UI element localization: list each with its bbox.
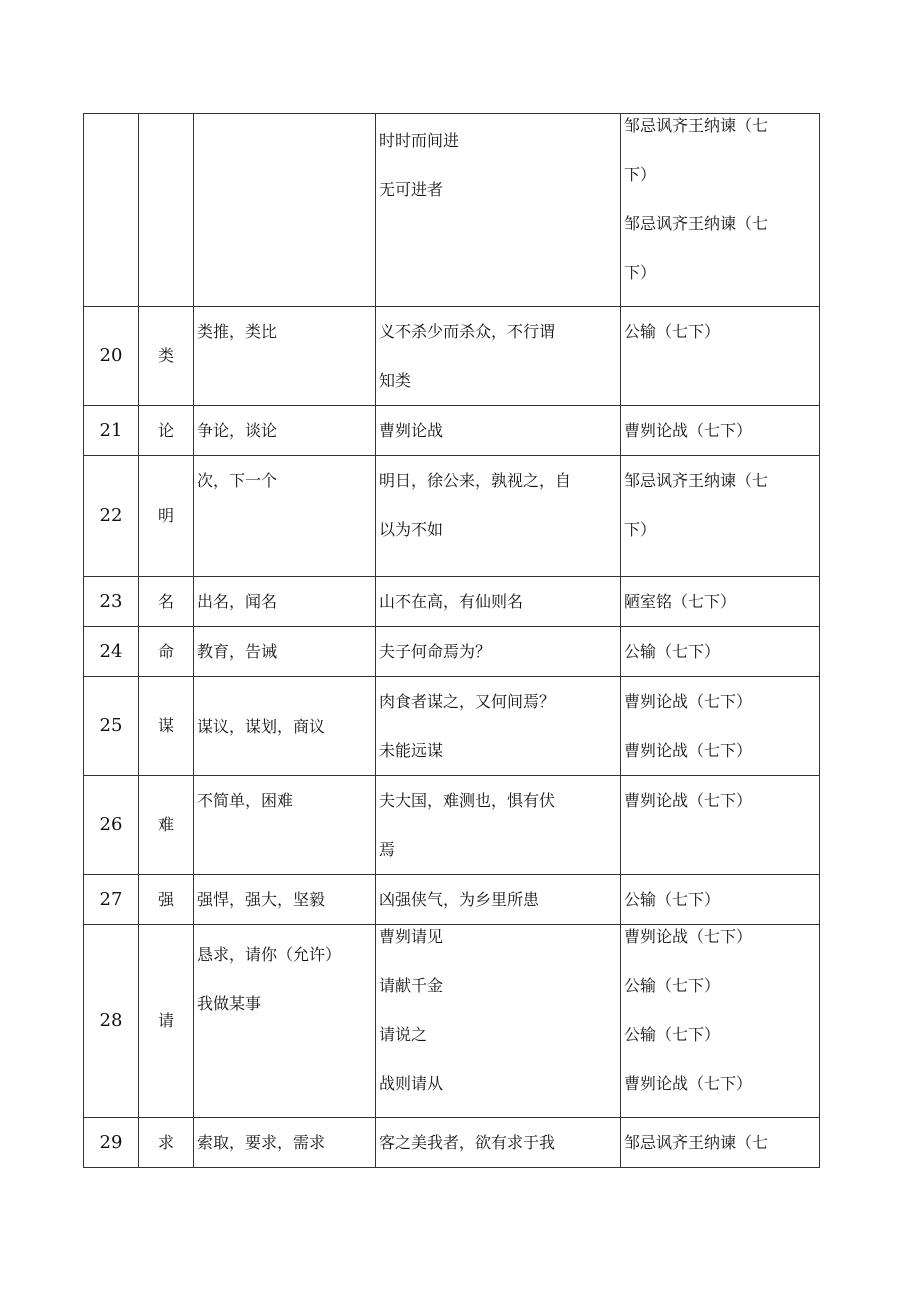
row-sources [621,114,820,307]
meaning-line: 不简单，困难 [197,791,294,810]
example-line: 明日，徐公来，孰视之，自 [379,471,572,490]
row-sources [621,456,820,577]
source-line: 公输（七下） [624,1025,721,1044]
row-character: 难 [139,776,194,875]
row-meaning [194,1118,376,1168]
row-meaning [194,456,376,577]
row-examples [376,456,621,577]
row-sources [621,677,820,776]
row-number: 26 [84,776,139,875]
example-line: 客之美我者，欲有求于我 [379,1133,556,1152]
table-row [84,627,820,677]
source-line: 公输（七下） [624,642,721,661]
example-line: 战则请从 [379,1074,444,1093]
example-line: 肉食者谋之，又何间焉？ [379,692,556,711]
row-number: 23 [84,577,139,627]
row-sources [621,875,820,925]
example-line: 请说之 [379,1025,428,1044]
row-meaning [194,627,376,677]
row-meaning [194,875,376,925]
row-number: 22 [84,456,139,577]
row-sources [621,1118,820,1168]
row-character: 请 [139,925,194,1118]
row-meaning [194,925,376,1118]
row-character [139,114,194,307]
row-examples [376,577,621,627]
row-examples [376,925,621,1118]
meaning-line: 强悍，强大，坚毅 [197,890,326,909]
source-line: 公输（七下） [624,976,721,995]
example-line: 时时而间进 [379,131,460,150]
meaning-line: 次，下一个 [197,471,278,490]
source-line: 曹刿论战（七下） [624,421,753,440]
meaning-line: 我做某事 [197,994,262,1013]
row-meaning [194,677,376,776]
row-meaning [194,406,376,456]
example-line: 未能远谋 [379,741,444,760]
table-row [84,406,820,456]
source-line: 邹忌讽齐王纳谏（七 [624,471,769,490]
row-sources [621,776,820,875]
row-character: 强 [139,875,194,925]
row-number: 21 [84,406,139,456]
meaning-line: 恳求，请你（允许） [197,945,342,964]
row-character: 论 [139,406,194,456]
row-character: 求 [139,1118,194,1168]
row-sources [621,577,820,627]
row-number: 24 [84,627,139,677]
row-character: 命 [139,627,194,677]
table-row [84,307,820,406]
row-character: 谋 [139,677,194,776]
row-examples [376,627,621,677]
row-meaning [194,776,376,875]
row-sources [621,925,820,1118]
example-line: 曹刿请见 [379,927,444,946]
row-number: 29 [84,1118,139,1168]
row-number: 27 [84,875,139,925]
row-sources [621,406,820,456]
source-line: 陋室铭（七下） [624,592,737,611]
row-sources [621,307,820,406]
row-number: 28 [84,925,139,1118]
source-line: 曹刿论战（七下） [624,927,753,946]
source-line: 公输（七下） [624,890,721,909]
table-row [84,925,820,1118]
row-sources [621,627,820,677]
row-meaning [194,114,376,307]
meaning-line: 索取，要求，需求 [197,1133,326,1152]
table-row [84,577,820,627]
row-examples [376,875,621,925]
row-examples [376,406,621,456]
source-line: 下） [624,520,657,539]
example-line: 请献千金 [379,976,444,995]
table-row [84,1118,820,1168]
table-row [84,875,820,925]
meaning-line: 争论，谈论 [197,421,278,440]
source-line: 下） [624,263,657,282]
source-line: 曹刿论战（七下） [624,741,753,760]
table-row [84,114,820,307]
example-line: 山不在高，有仙则名 [379,592,524,611]
example-line: 知类 [379,371,412,390]
source-line: 邹忌讽齐王纳谏（七 [624,1133,769,1152]
example-line: 夫子何命焉为？ [379,642,492,661]
table-row [84,456,820,577]
meaning-line: 教育，告诫 [197,642,278,661]
row-number [84,114,139,307]
source-line: 下） [624,165,657,184]
row-examples [376,776,621,875]
example-line: 无可进者 [379,180,444,199]
example-line: 凶强侠气，为乡里所患 [379,890,540,909]
example-line: 曹刿论战 [379,421,444,440]
row-character: 类 [139,307,194,406]
meaning-line: 出名，闻名 [197,592,278,611]
row-examples [376,307,621,406]
meaning-line: 谋议，谋划，商议 [197,716,326,736]
vocabulary-table [83,113,820,1168]
row-examples [376,114,621,307]
row-examples [376,677,621,776]
row-meaning [194,307,376,406]
table-row [84,776,820,875]
source-line: 曹刿论战（七下） [624,791,753,810]
row-character: 明 [139,456,194,577]
source-line: 公输（七下） [624,322,721,341]
example-line: 焉 [379,840,396,859]
row-character: 名 [139,577,194,627]
source-line: 邹忌讽齐王纳谏（七 [624,214,769,233]
table-row [84,677,820,776]
source-line: 曹刿论战（七下） [624,1074,753,1093]
example-line: 以为不如 [379,520,444,539]
source-line: 邹忌讽齐王纳谏（七 [624,116,769,135]
meaning-line: 类推，类比 [197,322,278,341]
row-number: 20 [84,307,139,406]
row-meaning [194,577,376,627]
example-line: 夫大国，难测也，惧有伏 [379,791,556,810]
example-line: 义不杀少而杀众，不行谓 [379,322,556,341]
row-examples [376,1118,621,1168]
source-line: 曹刿论战（七下） [624,692,753,711]
row-number: 25 [84,677,139,776]
